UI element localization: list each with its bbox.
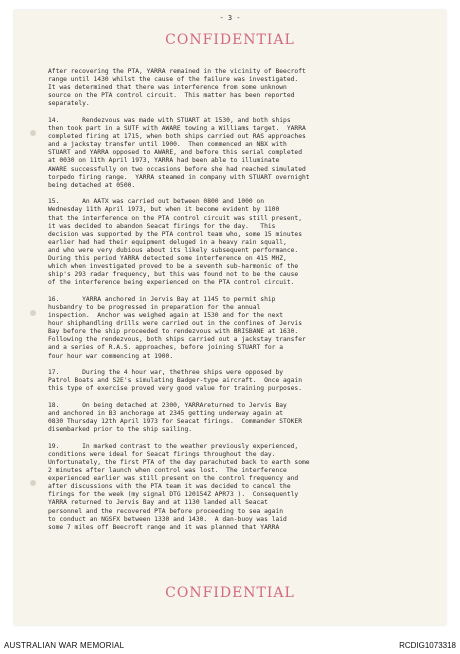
text-line: of the interference being experienced on the PTA control circuit. bbox=[48, 279, 295, 287]
text-line: After recovering the PTA, YARRA remained in the vicinity of Beecroft bbox=[48, 68, 306, 75]
text-line: this type of exercise proved very good value for training purposes. bbox=[48, 385, 303, 393]
text-line: personnel and the recovered PTA before proceeding to sea again bbox=[48, 507, 284, 515]
text-line: inspection. Anchor was weighed again at 1530 and for the next bbox=[48, 312, 284, 320]
text-line: 14. Rendezvous was made with STUART at 1530, and both ships bbox=[48, 116, 291, 124]
text-line: 0830 Thursday 12th April 1973 for Seacat firings. Commander STOKER bbox=[48, 418, 303, 426]
punch-holes bbox=[30, 10, 38, 625]
text-line: YARRA returned to Jervis Bay and at 1130 landed all Seacat bbox=[48, 499, 268, 507]
paragraph bbox=[48, 369, 408, 393]
text-line: some 7 miles off Beecroft range and it was planned that YARRA bbox=[48, 523, 280, 531]
text-line: decision was supported by the PTA control team who, some 15 minutes bbox=[48, 230, 303, 238]
text-line: completed firing at 1715, when both ships carried out RAS approaches bbox=[48, 133, 306, 141]
text-line: separately. bbox=[48, 100, 90, 108]
text-line: AWARE successfully on two occasions before she had reached simulated bbox=[48, 165, 306, 173]
text-line: range until 1430 whilst the cause of the failure was investigated. bbox=[48, 76, 299, 84]
text-line: 15. An AATX was carried out between 0800 and 1000 on bbox=[48, 198, 265, 206]
text-line: During this period YARRA detected some interference on 415 MHZ, bbox=[48, 254, 287, 262]
text-line: four hour war commencing at 1900. bbox=[48, 352, 174, 360]
page-number: - 3 - bbox=[219, 14, 241, 22]
paragraph bbox=[48, 402, 408, 434]
archive-reference: RCDIG1073318 bbox=[399, 641, 456, 650]
paragraph bbox=[48, 198, 408, 287]
text-line: it was decided to abandon Seacat firings for the day. This bbox=[48, 222, 276, 230]
text-line: and who were very dubious about its likely subsequent performance. bbox=[48, 246, 299, 254]
paragraph bbox=[48, 443, 408, 532]
text-line: and a jackstay transfer until 1900. Then commenced an NBX with bbox=[48, 141, 287, 149]
classification-stamp-top: CONFIDENTIAL bbox=[165, 32, 295, 48]
punch-hole bbox=[30, 310, 36, 316]
document-body bbox=[48, 68, 408, 540]
text-line: 17. During the 4 hour war, thethree ships were opposed by bbox=[48, 369, 284, 377]
punch-hole bbox=[30, 480, 36, 486]
text-line: It was determined that there was interference from some unknown bbox=[48, 84, 287, 92]
text-line: Unfortunately, the first PTA of the day parachuted back to earth some bbox=[48, 458, 310, 466]
text-line: 16. YARRA anchored in Jervis Bay at 1145 to permit ship bbox=[48, 295, 276, 303]
text-line: ship's 293 radar frequency, but this was found not to be the cause bbox=[48, 271, 299, 279]
text-line: which when investigated proved to be a seventh sub-harmonic of the bbox=[48, 263, 299, 271]
text-line: STUART and YARRA opposed to AWARE, and before this serial completed bbox=[48, 149, 303, 157]
text-line: then took part in a SUTF with AWARE towing a Williams target. YARRA bbox=[48, 125, 306, 133]
text-line: source on the PTA control circuit. This matter has been reported bbox=[48, 92, 295, 100]
archive-strip bbox=[0, 636, 460, 654]
text-line: firings for the week (my signal DTG 120154Z APR73 ). Consequently bbox=[48, 491, 299, 499]
archive-name: AUSTRALIAN WAR MEMORIAL bbox=[4, 641, 125, 650]
text-line: and a series of R.A.S. approaches, before joining STUART for a bbox=[48, 344, 284, 352]
text-line: after discussions with the PTA team it was decided to cancel the bbox=[48, 483, 291, 491]
text-line: being detached at 0500. bbox=[48, 181, 136, 189]
text-line: disembarked prior to the ship sailing. bbox=[48, 426, 193, 434]
text-line: 18. On being detached at 2300, YARRAreturned to Jervis Bay bbox=[48, 401, 287, 409]
text-line: at 0030 on 11th April 1973, YARRA had been able to illuminate bbox=[48, 157, 280, 165]
punch-hole bbox=[30, 130, 36, 136]
paragraph bbox=[48, 117, 408, 190]
text-line: that the interference on the PTA control circuit was still present, bbox=[48, 214, 303, 222]
text-line: Wednesday 11th April 1973, but when it become evident by 1100 bbox=[48, 206, 280, 214]
text-line: husbandry to be progressed in preparation for the annual bbox=[48, 303, 261, 311]
paragraph bbox=[48, 296, 408, 361]
text-line: experienced earlier was still present on the control frequency and bbox=[48, 475, 299, 483]
text-line: conditions were ideal for Seacat firings throughout the day. bbox=[48, 450, 276, 458]
text-line: Following the rendezvous, both ships carried out a jackstay transfer bbox=[48, 336, 306, 344]
text-line: earlier had had their equipment deluged in a heavy rain squall, bbox=[48, 238, 287, 246]
text-line: hour shiphandling drills were carried out in the confines of Jervis bbox=[48, 320, 303, 328]
text-line: Patrol Boats and S2E's simulating Badger-type aircraft. Once again bbox=[48, 377, 303, 385]
text-line: to conduct an NGSFX between 1330 and 1430. A dan-buoy was laid bbox=[48, 515, 287, 523]
text-line: and anchored in B3 anchorage at 2345 getting underway again at bbox=[48, 409, 284, 417]
text-line: Bay before the ship proceeded to rendezvous with BRISBANE at 1630. bbox=[48, 328, 299, 336]
text-line: 19. In marked contrast to the weather previously experienced, bbox=[48, 442, 299, 450]
text-line: 2 minutes after launch when control was lost. The interference bbox=[48, 467, 287, 475]
classification-stamp-bottom: CONFIDENTIAL bbox=[165, 585, 295, 601]
paragraph bbox=[48, 68, 408, 108]
text-line: torpedo firing range. YARRA steamed in company with STUART overnight bbox=[48, 173, 310, 181]
